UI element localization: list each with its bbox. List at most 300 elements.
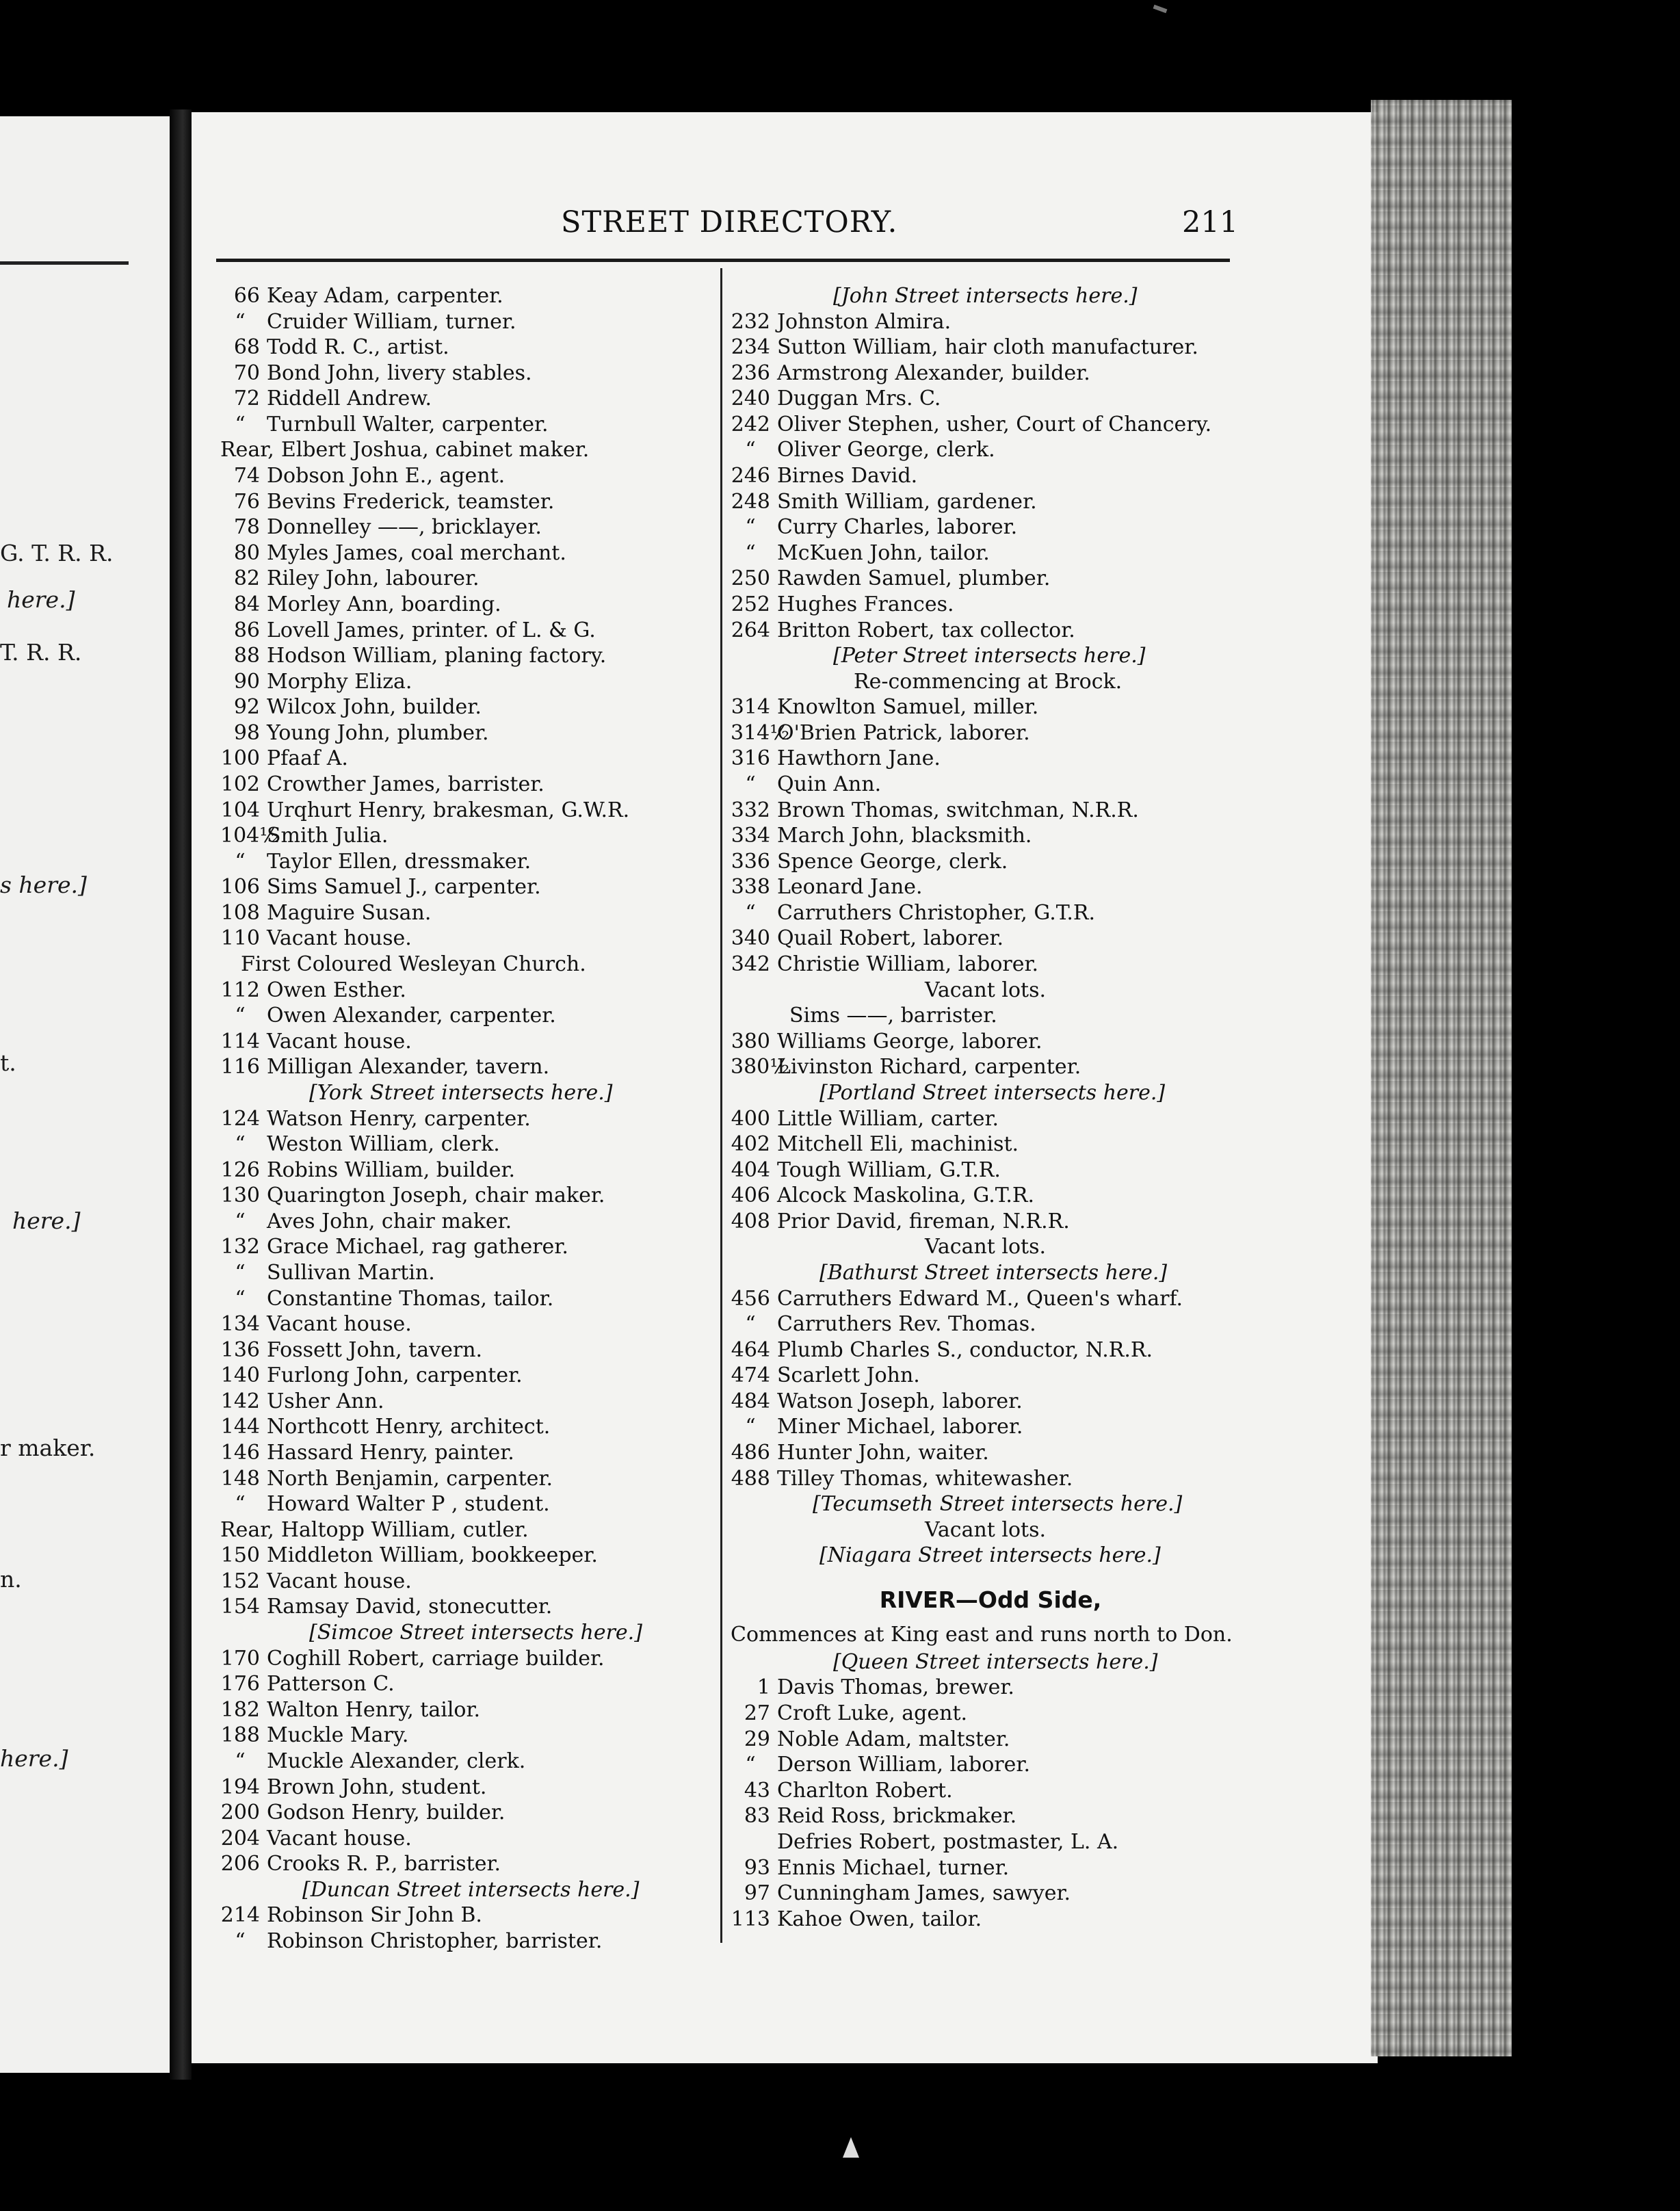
house-number: “	[235, 849, 246, 874]
directory-entry	[220, 566, 717, 592]
house-number: 236	[731, 361, 770, 385]
directory-entry	[220, 283, 717, 309]
house-number: “	[235, 1286, 246, 1311]
resident-name: Cunningham James, sawyer.	[777, 1881, 1071, 1906]
resident-name: Davis Thomas, brewer.	[777, 1675, 1014, 1700]
directory-entry	[220, 1646, 717, 1672]
resident-name: Brown Thomas, switchman, N.R.R.	[777, 798, 1139, 822]
resident-name: Pfaaf A.	[267, 746, 348, 771]
house-number: 214	[220, 1903, 260, 1928]
resident-name: Miner Michael, laborer.	[777, 1415, 1023, 1439]
resident-name: Patterson C.	[267, 1672, 395, 1697]
house-number: 130	[220, 1183, 260, 1208]
directory-entry	[731, 1855, 1250, 1881]
resident-name: Carruthers Rev. Thomas.	[777, 1312, 1036, 1337]
directory-entry	[220, 1234, 717, 1260]
resident-name: Muckle Alexander, clerk.	[267, 1749, 526, 1773]
house-number: “	[235, 1132, 246, 1157]
house-number: Rear,	[220, 1517, 274, 1542]
resident-name: McKuen John, tailor.	[777, 540, 990, 565]
directory-entry	[220, 592, 717, 618]
directory-entry	[220, 386, 717, 412]
directory-entry	[731, 335, 1250, 361]
directory-entry	[220, 463, 717, 489]
resident-name: Christie William, laborer.	[777, 952, 1039, 977]
house-number: 78	[233, 515, 260, 540]
cross-street-note: [York Street intersects here.]	[309, 1080, 613, 1105]
directory-entry	[220, 1826, 717, 1852]
directory-entry	[220, 437, 717, 463]
left-page-fragment: here.]	[12, 1207, 81, 1234]
house-number: “	[745, 540, 756, 565]
directory-entry	[731, 514, 1250, 540]
resident-name: Turnbull Walter, carpenter.	[267, 412, 549, 436]
resident-name: Armstrong Alexander, builder.	[777, 361, 1090, 385]
house-number: 90	[233, 669, 260, 694]
left-page-fragment: r maker.	[0, 1435, 96, 1461]
directory-entry	[731, 1778, 1250, 1804]
resident-name: Mitchell Eli, machinist.	[777, 1132, 1019, 1157]
resident-name: Riley John, labourer.	[267, 566, 480, 591]
directory-entry	[220, 1775, 717, 1801]
resident-name: Crooks R. P., barrister.	[267, 1852, 501, 1876]
house-number: 76	[233, 489, 260, 514]
directory-entry	[731, 772, 1250, 798]
directory-entry	[220, 1363, 717, 1389]
house-number: 29	[744, 1727, 770, 1751]
resident-name: Keay Adam, carpenter.	[267, 284, 503, 308]
house-number: 406	[731, 1183, 770, 1208]
directory-entry	[731, 1131, 1250, 1157]
resident-name: Robinson Christopher, barrister.	[267, 1929, 603, 1953]
resident-name: Vacant house.	[267, 926, 412, 951]
directory-entry	[220, 926, 717, 952]
resident-name: Quarington Joseph, chair maker.	[267, 1183, 605, 1208]
house-number: Rear,	[220, 438, 274, 462]
house-number: 93	[744, 1855, 770, 1880]
directory-entry	[220, 1054, 717, 1080]
directory-entry	[220, 643, 717, 669]
resident-name: Ramsay David, stonecutter.	[267, 1595, 553, 1619]
resident-name: Donnelley ——, bricklayer.	[267, 515, 542, 540]
directory-entry	[731, 874, 1250, 900]
cross-street-note: [John Street intersects here.]	[833, 284, 1138, 308]
resident-name: Todd R. C., artist.	[267, 335, 449, 360]
resident-name: Watson Joseph, laborer.	[777, 1389, 1023, 1413]
house-number: “	[235, 1209, 246, 1233]
resident-name: Weston William, clerk.	[267, 1132, 500, 1157]
directory-entry	[731, 926, 1250, 952]
house-number: “	[235, 1492, 246, 1517]
resident-name: Vacant house.	[267, 1312, 412, 1337]
resident-name: Spence George, clerk.	[777, 849, 1008, 874]
resident-name: Reid Ross, brickmaker.	[777, 1804, 1017, 1829]
page-number: 211	[1182, 205, 1239, 239]
directory-entry	[220, 1311, 717, 1337]
directory-entry	[731, 1363, 1250, 1389]
house-number: 486	[731, 1441, 770, 1465]
left-page-header-rule	[0, 261, 129, 265]
directory-entry	[220, 1337, 717, 1363]
house-number: 1	[757, 1675, 770, 1700]
house-number: 150	[220, 1543, 260, 1568]
directory-entry	[731, 1440, 1250, 1466]
resident-name: Owen Alexander, carpenter.	[267, 1004, 556, 1028]
resident-name: Haltopp William, cutler.	[280, 1517, 529, 1542]
resident-name: Walton Henry, tailor.	[267, 1697, 481, 1722]
street-heading: RIVER—Odd Side,	[879, 1586, 1102, 1613]
right-column	[731, 283, 1250, 1932]
house-number: 232	[731, 309, 770, 334]
house-number: 474	[731, 1363, 770, 1388]
resident-name: Prior David, fireman, N.R.R.	[777, 1209, 1070, 1233]
resident-name: Smith William, gardener.	[777, 489, 1037, 514]
directory-entry	[220, 335, 717, 361]
directory-entry	[731, 540, 1250, 566]
house-number: 82	[233, 566, 260, 591]
street-description: Commences at King east and runs north to Don.	[731, 1622, 1233, 1647]
house-number: 152	[220, 1569, 260, 1593]
directory-entry	[220, 978, 717, 1004]
directory-entry	[731, 1054, 1250, 1080]
house-number: “	[235, 412, 246, 436]
resident-name: Knowlton Samuel, miller.	[777, 695, 1039, 720]
resident-name: Tough William, G.T.R.	[777, 1157, 1001, 1182]
directory-entry	[731, 1337, 1250, 1363]
resident-name: Noble Adam, maltster.	[777, 1727, 1010, 1751]
house-number: 154	[220, 1595, 260, 1619]
directory-entry	[731, 1029, 1250, 1055]
directory-entry	[220, 1902, 717, 1928]
resident-name: Plumb Charles S., conductor, N.R.R.	[777, 1337, 1153, 1362]
house-number: 170	[220, 1646, 260, 1671]
directory-entry	[731, 1183, 1250, 1209]
resident-name: Smith Julia.	[267, 824, 389, 848]
directory-entry	[731, 1803, 1250, 1829]
house-number: “	[235, 309, 246, 334]
resident-name: Godson Henry, builder.	[267, 1801, 506, 1825]
house-number: 136	[220, 1337, 260, 1362]
directory-entry	[220, 1440, 717, 1466]
resident-name: Fossett John, tavern.	[267, 1337, 483, 1362]
house-number: 264	[731, 618, 770, 642]
house-number: 342	[731, 952, 770, 977]
house-number: “	[235, 1749, 246, 1773]
house-number: 27	[744, 1701, 770, 1726]
house-number: 66	[233, 284, 260, 308]
directory-entry	[731, 746, 1250, 772]
directory-entry	[731, 566, 1250, 592]
resident-name: Grace Michael, rag gatherer.	[267, 1235, 568, 1259]
directory-entry	[731, 798, 1250, 824]
resident-name: Milligan Alexander, tavern.	[267, 1055, 550, 1080]
resident-name: Hawthorn Jane.	[777, 746, 941, 771]
directory-entry	[731, 720, 1250, 746]
resident-name: Curry Charles, laborer.	[777, 515, 1018, 540]
directory-entry	[220, 1800, 717, 1826]
resident-name: Brown John, student.	[267, 1775, 487, 1799]
house-number: 114	[220, 1029, 260, 1054]
house-number: 182	[220, 1697, 260, 1722]
resident-name: Britton Robert, tax collector.	[777, 618, 1075, 642]
house-number: 98	[233, 720, 260, 745]
directory-entry	[731, 952, 1250, 978]
left-page-fragment: T. R. R.	[0, 639, 82, 666]
resident-name: Leonard Jane.	[777, 875, 923, 900]
left-page	[0, 116, 170, 2073]
house-number: 92	[233, 695, 260, 720]
house-number: 112	[220, 978, 260, 1002]
cross-street-note: [Duncan Street intersects here.]	[302, 1877, 640, 1902]
book-gutter	[170, 109, 192, 2080]
resident-name: Sutton William, hair cloth manufacturer.	[777, 335, 1198, 360]
house-number: “	[745, 438, 756, 462]
cross-street-note: [Peter Street intersects here.]	[833, 644, 1146, 668]
resident-name: Middleton William, bookkeeper.	[267, 1543, 598, 1568]
house-number: 84	[233, 592, 260, 616]
directory-entry	[220, 618, 717, 644]
house-number: “	[745, 515, 756, 540]
directory-entry	[731, 1311, 1250, 1337]
directory-entry	[731, 1157, 1250, 1183]
house-number: 43	[744, 1778, 770, 1803]
directory-entry	[220, 772, 717, 798]
directory-entry	[731, 1414, 1250, 1440]
house-number: 113	[731, 1907, 770, 1931]
directory-entry	[220, 798, 717, 824]
directory-entry	[220, 746, 717, 772]
directory-entry	[731, 1675, 1250, 1701]
left-column	[220, 283, 717, 1954]
resident-name: Furlong John, carpenter.	[267, 1363, 523, 1388]
house-number: 242	[731, 412, 770, 436]
house-number: 126	[220, 1157, 260, 1182]
directory-entry	[220, 900, 717, 926]
house-number: “	[745, 900, 756, 925]
resident-name: Tilley Thomas, whitewasher.	[777, 1466, 1073, 1491]
centered-note: Vacant lots.	[925, 1235, 1047, 1259]
resident-name: Hunter John, waiter.	[777, 1441, 989, 1465]
house-number: “	[235, 1004, 246, 1028]
directory-entry	[731, 437, 1250, 463]
directory-entry	[220, 669, 717, 695]
resident-name: Aves John, chair maker.	[267, 1209, 512, 1233]
house-number: 332	[731, 798, 770, 822]
cross-street-note: [Niagara Street intersects here.]	[819, 1543, 1161, 1568]
resident-name: Rawden Samuel, plumber.	[777, 566, 1051, 591]
house-number: 488	[731, 1466, 770, 1491]
resident-name: Owen Esther.	[267, 978, 406, 1002]
resident-name: Bevins Frederick, teamster.	[267, 489, 555, 514]
house-number: 248	[731, 489, 770, 514]
directory-entry	[220, 1286, 717, 1312]
house-number: 144	[220, 1415, 260, 1439]
resident-name: Robinson Sir John B.	[267, 1903, 482, 1928]
house-number: “	[235, 1260, 246, 1285]
house-number: 140	[220, 1363, 260, 1388]
house-number: 464	[731, 1337, 770, 1362]
directory-entry	[220, 1851, 717, 1877]
house-number: 74	[233, 464, 260, 488]
resident-name: Northcott Henry, architect.	[267, 1415, 551, 1439]
directory-entry	[731, 849, 1250, 875]
column-divider	[720, 268, 722, 1943]
resident-name: Morley Ann, boarding.	[267, 592, 501, 616]
resident-name: Morphy Eliza.	[267, 669, 412, 694]
resident-name: Scarlett John.	[777, 1363, 920, 1388]
centered-note: Vacant lots.	[925, 978, 1047, 1002]
house-number: 124	[220, 1106, 260, 1131]
directory-entry	[731, 900, 1250, 926]
directory-entry	[731, 618, 1250, 644]
resident-name: Hughes Frances.	[777, 592, 954, 616]
header-rule	[216, 259, 1230, 262]
resident-name: Coghill Robert, carriage builder.	[267, 1646, 605, 1671]
directory-entry	[220, 1491, 717, 1517]
page-edges	[1371, 100, 1512, 2056]
resident-name: March John, blacksmith.	[777, 824, 1032, 848]
resident-name: Derson William, laborer.	[777, 1753, 1030, 1777]
resident-name: Oliver George, clerk.	[777, 438, 995, 462]
house-number: 204	[220, 1826, 260, 1850]
house-number: 116	[220, 1055, 260, 1080]
house-number: 250	[731, 566, 770, 591]
resident-name: Hodson William, planing factory.	[267, 644, 607, 668]
left-page-fragment: here.]	[7, 586, 75, 613]
house-number: 380½	[731, 1055, 790, 1080]
directory-entry	[731, 1701, 1250, 1727]
directory-entry	[731, 309, 1250, 335]
directory-entry	[220, 1157, 717, 1183]
resident-name: Myles James, coal merchant.	[267, 540, 566, 565]
left-page-fragment: t.	[0, 1049, 16, 1076]
resident-name: Maguire Susan.	[267, 900, 432, 925]
house-number: 194	[220, 1775, 260, 1799]
resident-name: Vacant house.	[267, 1569, 412, 1593]
resident-name: Robins William, builder.	[267, 1157, 516, 1182]
resident-name: Elbert Joshua, cabinet maker.	[280, 438, 590, 462]
house-number: 110	[220, 926, 260, 951]
scan-speck	[1153, 5, 1168, 13]
directory-entry	[220, 1594, 717, 1620]
resident-name: Charlton Robert.	[777, 1778, 953, 1803]
house-number: “	[745, 772, 756, 796]
house-number: 408	[731, 1209, 770, 1233]
house-number: 146	[220, 1441, 260, 1465]
directory-entry	[731, 1389, 1250, 1415]
resident-name: Muckle Mary.	[267, 1723, 409, 1748]
resident-name: Riddell Andrew.	[267, 387, 432, 411]
cross-street-note: [Queen Street intersects here.]	[833, 1649, 1158, 1674]
resident-name: Duggan Mrs. C.	[777, 387, 941, 411]
directory-entry	[220, 1003, 717, 1029]
left-page-fragment: n.	[0, 1566, 22, 1593]
directory-entry	[731, 1727, 1250, 1753]
cross-street-note: [Bathurst Street intersects here.]	[819, 1260, 1168, 1285]
resident-name: Cruider William, turner.	[267, 309, 516, 334]
resident-name: Birnes David.	[777, 464, 918, 488]
resident-name: Lovell James, printer. of L. & G.	[267, 618, 596, 642]
resident-name: Crowther James, barrister.	[267, 772, 544, 796]
directory-entry	[220, 1131, 717, 1157]
house-number: “	[745, 1753, 756, 1777]
directory-entry	[220, 1517, 717, 1543]
directory-entry	[220, 720, 717, 746]
directory-entry	[731, 489, 1250, 515]
house-number: 380	[731, 1029, 770, 1054]
directory-entry	[731, 1466, 1250, 1492]
directory-entry	[731, 1209, 1250, 1235]
directory-entry	[220, 540, 717, 566]
resident-name: Wilcox John, builder.	[267, 695, 482, 720]
directory-entry	[220, 1723, 717, 1749]
house-number: “	[745, 1312, 756, 1337]
resident-name: Young John, plumber.	[267, 720, 489, 745]
centered-note: Sims ——, barrister.	[789, 1004, 997, 1028]
house-number: 97	[744, 1881, 770, 1906]
directory-entry	[731, 1286, 1250, 1312]
directory-entry	[731, 412, 1250, 438]
directory-entry	[731, 386, 1250, 412]
resident-name: Quail Robert, laborer.	[777, 926, 1004, 951]
resident-name: Johnston Almira.	[777, 309, 951, 334]
resident-name: Carruthers Christopher, G.T.R.	[777, 900, 1096, 925]
directory-entry	[220, 849, 717, 875]
directory-entry	[220, 1543, 717, 1569]
house-number: 70	[233, 361, 260, 385]
resident-name: North Benjamin, carpenter.	[267, 1466, 553, 1491]
directory-entry	[731, 592, 1250, 618]
directory-entry	[220, 1466, 717, 1492]
house-number: 104	[220, 798, 260, 822]
resident-name: Croft Luke, agent.	[777, 1701, 968, 1726]
house-number: 148	[220, 1466, 260, 1491]
resident-name: Hassard Henry, painter.	[267, 1441, 514, 1465]
resident-name: Kahoe Owen, tailor.	[777, 1907, 982, 1931]
house-number: 252	[731, 592, 770, 616]
house-number: 106	[220, 875, 260, 900]
house-number: 108	[220, 900, 260, 925]
resident-name: Little William, carter.	[777, 1106, 999, 1131]
directory-entry	[220, 1389, 717, 1415]
directory-entry	[731, 1907, 1250, 1933]
resident-name: Constantine Thomas, tailor.	[267, 1286, 554, 1311]
house-number: 200	[220, 1801, 260, 1825]
resident-name: Taylor Ellen, dressmaker.	[267, 849, 531, 874]
house-number: 102	[220, 772, 260, 796]
house-number: 188	[220, 1723, 260, 1748]
left-page-fragment: G. T. R. R.	[0, 540, 114, 566]
resident-name: Livinston Richard, carpenter.	[777, 1055, 1081, 1080]
house-number: 68	[233, 335, 260, 360]
house-number: 240	[731, 387, 770, 411]
directory-entry	[731, 463, 1250, 489]
resident-name: Carruthers Edward M., Queen's wharf.	[777, 1286, 1183, 1311]
house-number: 88	[233, 644, 260, 668]
directory-entry	[731, 1881, 1250, 1907]
scan-arrow-mark	[843, 2137, 859, 2158]
directory-entry	[220, 694, 717, 720]
directory-entry	[220, 823, 717, 849]
resident-name: Vacant house.	[267, 1029, 412, 1054]
resident-name: Usher Ann.	[267, 1389, 384, 1413]
directory-entry	[220, 1414, 717, 1440]
house-number: 402	[731, 1132, 770, 1157]
house-number: 316	[731, 746, 770, 771]
left-page-fragment: s here.]	[0, 872, 87, 898]
directory-entry	[220, 1106, 717, 1132]
house-number: 100	[220, 746, 260, 771]
